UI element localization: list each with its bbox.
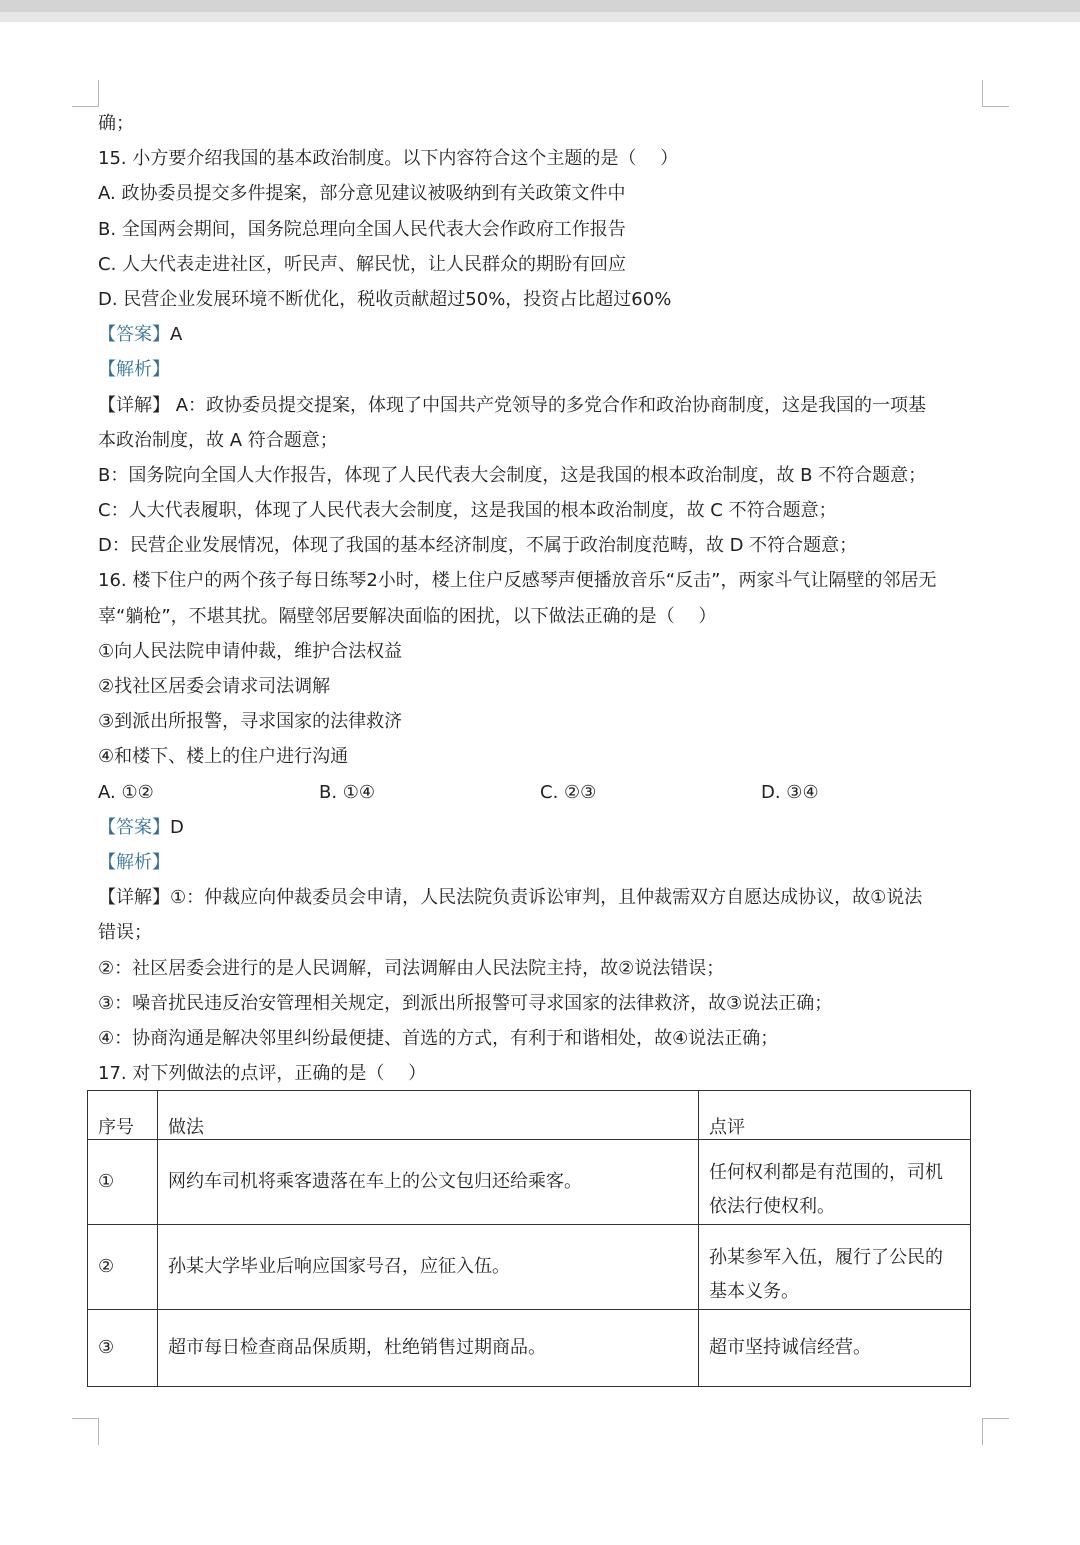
table-header-cell: 做法 (158, 1091, 699, 1140)
question-17-stem: 17. 对下列做法的点评，正确的是（ ） (98, 1063, 427, 1085)
question-16-statement-2: ②找社区居委会请求司法调解 (98, 676, 331, 697)
question-15-detail-line: 【详解】 A：政协委员提交提案，体现了中国共产党领导的多党合作和政治协商制度，这是我国的一项基 (98, 394, 927, 416)
question-16-stem-line: 16. 楼下住户的两个孩子每日练琴2小时，楼上住户反感琴声便播放音乐“反击”，两家斗气让隔壁的邻居无 (98, 570, 937, 592)
question-15-detail-line: B：国务院向全国人大作报告，体现了人民代表大会制度，这是我国的根本政治制度，故 B 不符合题意； (98, 464, 927, 486)
table-row (88, 1310, 971, 1387)
table-cell-number: ① (88, 1140, 158, 1225)
question-15-answer (98, 317, 982, 352)
document-body (98, 106, 982, 1091)
question-16-answer (98, 810, 982, 845)
question-17-table (87, 1090, 971, 1387)
comment-line: 孙某参军入伍，履行了公民的 (709, 1247, 943, 1268)
answer-tag: 【答案】 (98, 324, 170, 346)
table-header-row (88, 1091, 971, 1140)
answer-value: D (170, 816, 184, 838)
question-16-detail-line: 错误； (98, 922, 152, 944)
page-corner-mark-top-left (72, 80, 99, 107)
question-16-option-c: C. ②③ (540, 781, 597, 803)
window-top-bar-strip (0, 12, 1080, 22)
question-15-option-b: B. 全国两会期间，国务院总理向全国人民代表大会作政府工作报告 (98, 218, 626, 240)
question-16-options (98, 775, 982, 810)
table-cell-comment (699, 1140, 971, 1225)
question-16-detail-line: ③：噪音扰民违反治安管理相关规定，到派出所报警可寻求国家的法律救济，故③说法正确； (98, 992, 833, 1014)
page-corner-mark-bottom-right (982, 1418, 1009, 1445)
question-15-detail-line: 本政治制度，故 A 符合题意； (98, 429, 338, 451)
question-16-option-a: A. ①② (98, 781, 154, 803)
table-cell-practice: 孙某大学毕业后响应国家号召，应征入伍。 (158, 1225, 699, 1310)
table-cell-number: ③ (88, 1310, 158, 1387)
table-cell-comment (699, 1310, 971, 1387)
question-16-analysis-heading (98, 845, 982, 880)
table-header-cell: 点评 (699, 1091, 971, 1140)
analysis-tag: 【解析】 (98, 851, 170, 873)
window-top-bar (0, 0, 1080, 22)
table-row (88, 1225, 971, 1310)
question-15-analysis-heading (98, 352, 982, 387)
table-header-cell: 序号 (88, 1091, 158, 1140)
table-cell-number: ② (88, 1225, 158, 1310)
question-15-detail-line: C：人大代表履职，体现了人民代表大会制度，这是我国的根本政治制度，故 C 不符合题意； (98, 500, 837, 522)
question-15-option-c: C. 人大代表走进社区，听民声、解民忧，让人民群众的期盼有回应 (98, 253, 627, 275)
question-15-detail-line: D：民营企业发展情况，体现了我国的基本经济制度，不属于政治制度范畴，故 D 不符合题意； (98, 535, 858, 557)
comment-line: 依法行使权利。 (709, 1196, 835, 1217)
question-16-option-d: D. ③④ (761, 781, 819, 803)
analysis-tag: 【解析】 (98, 359, 170, 381)
question-16-statement-3: ③到派出所报警，寻求国家的法律救济 (98, 711, 403, 733)
question-15-stem: 15. 小方要介绍我国的基本政治制度。以下内容符合这个主题的是（ ） (98, 148, 679, 170)
table-cell-practice: 超市每日检查商品保质期，杜绝销售过期商品。 (158, 1310, 699, 1387)
question-15-option-d: D. 民营企业发展环境不断优化，税收贡献超过50%，投资占比超过60% (98, 288, 672, 310)
question-16-detail-line: ②：社区居委会进行的是人民调解，司法调解由人民法院主持，故②说法错误； (98, 957, 725, 979)
question-16-statement-1: ①向人民法院申请仲裁，维护合法权益 (98, 640, 403, 662)
table-cell-comment (699, 1225, 971, 1310)
page-corner-mark-top-right (982, 80, 1009, 107)
answer-value: A (170, 324, 183, 346)
question-15-option-a: A. 政协委员提交多件提案，部分意见建议被吸纳到有关政策文件中 (98, 183, 626, 205)
question-16-detail-line: 【详解】①：仲裁应向仲裁委员会申请，人民法院负责诉讼审判，且仲裁需双方自愿达成协议，故①说法 (98, 887, 923, 909)
comment-line: 任何权利都是有范围的，司机 (709, 1162, 943, 1183)
question-16-detail-line: ④：协商沟通是解决邻里纠纷最便捷、首选的方式，有利于和谐相处，故④说法正确； (98, 1027, 779, 1049)
text-line: 确； (98, 113, 134, 134)
comment-line: 超市坚持诚信经营。 (709, 1337, 871, 1358)
question-16-stem-line: 辜“躺枪”，不堪其扰。隔壁邻居要解决面临的困扰，以下做法正确的是（ ） (98, 605, 717, 627)
answer-tag: 【答案】 (98, 816, 170, 838)
page-corner-mark-bottom-left (72, 1418, 99, 1445)
question-16-statement-4: ④和楼下、楼上的住户进行沟通 (98, 746, 349, 768)
question-16-option-b: B. ①④ (319, 781, 376, 803)
comment-line: 基本义务。 (709, 1281, 799, 1302)
table-cell-practice: 网约车司机将乘客遗落在车上的公文包归还给乘客。 (158, 1140, 699, 1225)
table-row (88, 1140, 971, 1225)
